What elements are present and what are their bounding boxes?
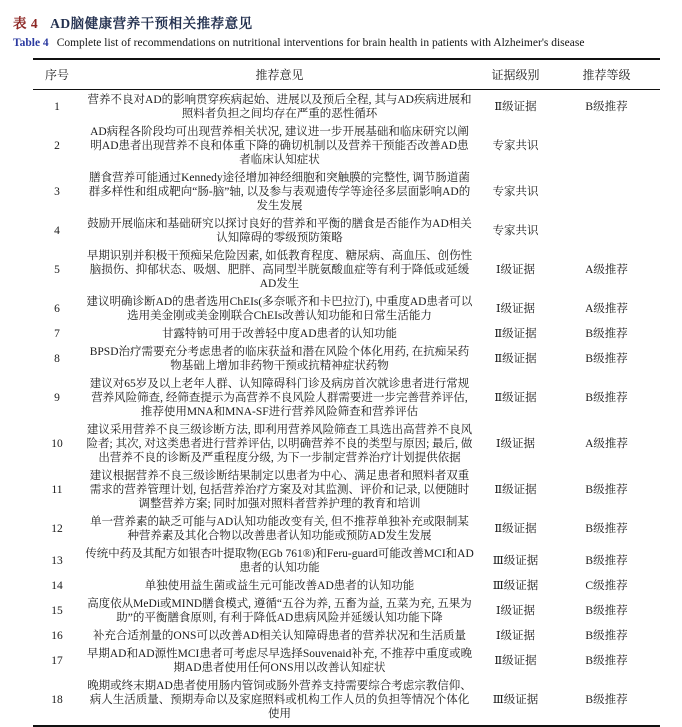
row-recommendation: 甘露特钠可用于改善轻中度AD患者的认知功能 [161, 328, 398, 340]
row-no: 11 [51, 483, 63, 496]
table-row [33, 169, 660, 215]
row-recommendation: 建议对65岁及以上老年人群、认知障碍科门诊及病房首次就诊患者进行常规营养风险筛查, 经筛查提示为高营养不良风险人群需要进一步完善营养评估, 推荐使用MNA和MNA-SF进行营养风险筛查和营养评估 [89, 378, 470, 418]
table-row [33, 595, 660, 627]
row-no: 1 [54, 100, 60, 113]
row-grade: B级推荐 [585, 604, 628, 617]
header-evidence: 证据级别 [491, 68, 540, 82]
table-row [33, 577, 660, 595]
row-evidence: 专家共识 [492, 185, 539, 198]
row-grade: B级推荐 [585, 483, 628, 496]
row-grade: B级推荐 [585, 391, 628, 404]
row-recommendation: 补充合适剂量的ONS可以改善AD相关认知障碍患者的营养状况和生活质量 [92, 630, 467, 642]
row-evidence: Ⅱ级证据 [494, 327, 537, 340]
row-grade: B级推荐 [585, 654, 628, 667]
row-recommendation: 鼓励开展临床和基础研究以探讨良好的营养和平衡的膳食是否能作为AD相关认知障碍的零级预防策略 [87, 218, 472, 244]
row-grade: B级推荐 [585, 352, 628, 365]
row-no: 6 [54, 302, 60, 315]
row-recommendation: 早期识别并积极干预痴呆危险因素, 如低教育程度、糖尿病、高血压、创伤性脑损伤、抑郁状态、吸烟、肥胖、高同型半胱氨酸血症等有利于降低或延缓AD发生 [86, 250, 473, 290]
row-recommendation: 传统中药及其配方如银杏叶提取物(EGb 761®)和Feru-guard可能改善MCI和AD患者的认知功能 [85, 548, 474, 574]
row-recommendation: BPSD治疗需要充分考虑患者的临床获益和潜在风险个体化用药, 在抗痴呆药物基础上增加非药物干预或抗精神症状药物 [89, 346, 470, 372]
row-no: 4 [54, 224, 60, 237]
row-recommendation: 高度依从MeDi或MIND膳食模式, 遵循“五谷为养, 五畜为益, 五菜为充, 五果为助”的平衡膳食原则, 有利于降低AD患病风险并延缓认知功能下降 [87, 598, 472, 624]
row-grade: A级推荐 [585, 263, 628, 276]
row-evidence: Ⅱ级证据 [494, 483, 537, 496]
row-no: 9 [54, 391, 60, 404]
caption-zh-title: AD脑健康营养干预相关推荐意见 [50, 16, 253, 31]
row-evidence: Ⅱ级证据 [494, 352, 537, 365]
header-no: 序号 [44, 68, 69, 82]
table-row [33, 421, 660, 467]
table-row [33, 293, 660, 325]
table-row [33, 325, 660, 343]
header-recommendation: 推荐意见 [255, 68, 304, 82]
table-body [33, 90, 660, 725]
table-row [33, 343, 660, 375]
table-row [33, 677, 660, 723]
row-no: 15 [51, 604, 63, 617]
table-row [33, 627, 660, 645]
row-recommendation: 膳食营养可能通过Kennedy途径增加神经细胞和突触膜的完整性, 调节肠道菌群多样性和组成靶向“肠-脑”轴, 以及参与表观遗传学等途径多层面影响AD的发生发展 [88, 172, 471, 212]
row-no: 8 [54, 352, 60, 365]
table-row [33, 215, 660, 247]
table-row [33, 513, 660, 545]
row-no: 16 [51, 629, 63, 642]
row-no: 18 [51, 693, 63, 706]
row-recommendation: 营养不良对AD的影响贯穿疾病起始、进展以及预后全程, 其与AD疾病进展和照料者负担之间均存在严重的恶性循环 [87, 94, 472, 120]
row-grade: A级推荐 [585, 302, 628, 315]
row-grade: B级推荐 [585, 554, 628, 567]
row-no: 5 [54, 263, 60, 276]
row-recommendation: 建议明确诊断AD的患者选用ChEIs(多奈哌齐和卡巴拉汀), 中重度AD患者可以选用美金刚或美金刚联合ChEIs改善认知功能和日常生活能力 [86, 296, 473, 322]
row-grade: B级推荐 [585, 522, 628, 535]
recommendations-table [33, 58, 660, 727]
row-grade: B级推荐 [585, 629, 628, 642]
row-no: 2 [54, 139, 60, 152]
row-evidence: Ⅰ级证据 [495, 263, 536, 276]
row-evidence: Ⅰ级证据 [495, 302, 536, 315]
row-evidence: Ⅱ级证据 [494, 522, 537, 535]
table-row [33, 645, 660, 677]
row-evidence: Ⅰ级证据 [495, 604, 536, 617]
table-row [33, 467, 660, 513]
header-grade: 推荐等级 [582, 68, 631, 82]
caption-en-label: Table 4 [13, 37, 49, 49]
caption-zh-label: 表 4 [13, 16, 39, 31]
row-grade: B级推荐 [585, 693, 628, 706]
row-evidence: Ⅱ级证据 [494, 100, 537, 113]
row-evidence: Ⅰ级证据 [495, 437, 536, 450]
row-recommendation: AD病程各阶段均可出现营养相关状况, 建议进一步开展基础和临床研究以阐明AD患者出现营养不良和体重下降的确切机制以及营养干预能否改善AD患者临床认知症状 [90, 126, 469, 166]
row-no: 10 [51, 437, 63, 450]
row-evidence: Ⅲ级证据 [492, 579, 539, 592]
row-evidence: 专家共识 [492, 139, 539, 152]
row-no: 12 [51, 522, 63, 535]
row-no: 14 [51, 579, 63, 592]
table-row [33, 91, 660, 123]
row-grade: C级推荐 [585, 579, 628, 592]
table-header-row [33, 60, 660, 90]
row-recommendation: 单独使用益生菌或益生元可能改善AD患者的认知功能 [144, 580, 415, 592]
row-recommendation: 早期AD和AD源性MCI患者可考虑尽早选择Souvenaid补充, 不推荐中重度或晚期AD患者使用任何ONS用以改善认知症状 [86, 648, 473, 674]
caption-zh [13, 12, 668, 32]
row-evidence: Ⅱ级证据 [494, 391, 537, 404]
row-recommendation: 建议根据营养不良三级诊断结果制定以患者为中心、满足患者和照料者双重需求的营养管理计划, 包括营养治疗方案及对其监测、评价和记录, 以便随时调整营养方案; 同时加强对照料者营养护理的教育和培训 [89, 470, 470, 510]
table-row [33, 375, 660, 421]
row-no: 17 [51, 654, 63, 667]
row-evidence: Ⅱ级证据 [494, 654, 537, 667]
row-recommendation: 建议采用营养不良三级诊断方法, 即利用营养风险筛查工具选出高营养不良风险者; 其次, 对这类患者进行营养评估, 以明确营养不良的类型与原因; 最后, 做出营养不良的诊断及严重程度分级, 为下一步制定营养治疗计划提供依据 [86, 424, 473, 464]
row-no: 13 [51, 554, 63, 567]
caption-en [13, 37, 668, 49]
row-grade: A级推荐 [585, 437, 628, 450]
row-evidence: Ⅲ级证据 [492, 554, 539, 567]
row-grade: B级推荐 [585, 100, 628, 113]
row-recommendation: 晚期或终末期AD患者使用肠内管饲或肠外营养支持需要综合考虑宗教信仰、病人生活质量、预期寿命以及家庭照料或机构工作人员的负担等情况个体化使用 [87, 680, 472, 720]
table-row [33, 123, 660, 169]
caption-en-title: Complete list of recommendations on nutritional interventions for brain health in patients with Alzheimer's disease [56, 37, 585, 49]
table-row [33, 247, 660, 293]
row-evidence: 专家共识 [492, 224, 539, 237]
row-evidence: Ⅲ级证据 [492, 693, 539, 706]
table-row [33, 545, 660, 577]
row-recommendation: 单一营养素的缺乏可能与AD认知功能改变有关, 但不推荐单独补充或限制某种营养素及其化合物以改善患者认知功能或预防AD发生发展 [90, 516, 469, 542]
row-no: 7 [54, 327, 60, 340]
row-evidence: Ⅰ级证据 [495, 629, 536, 642]
row-no: 3 [54, 185, 60, 198]
row-grade: B级推荐 [585, 327, 628, 340]
